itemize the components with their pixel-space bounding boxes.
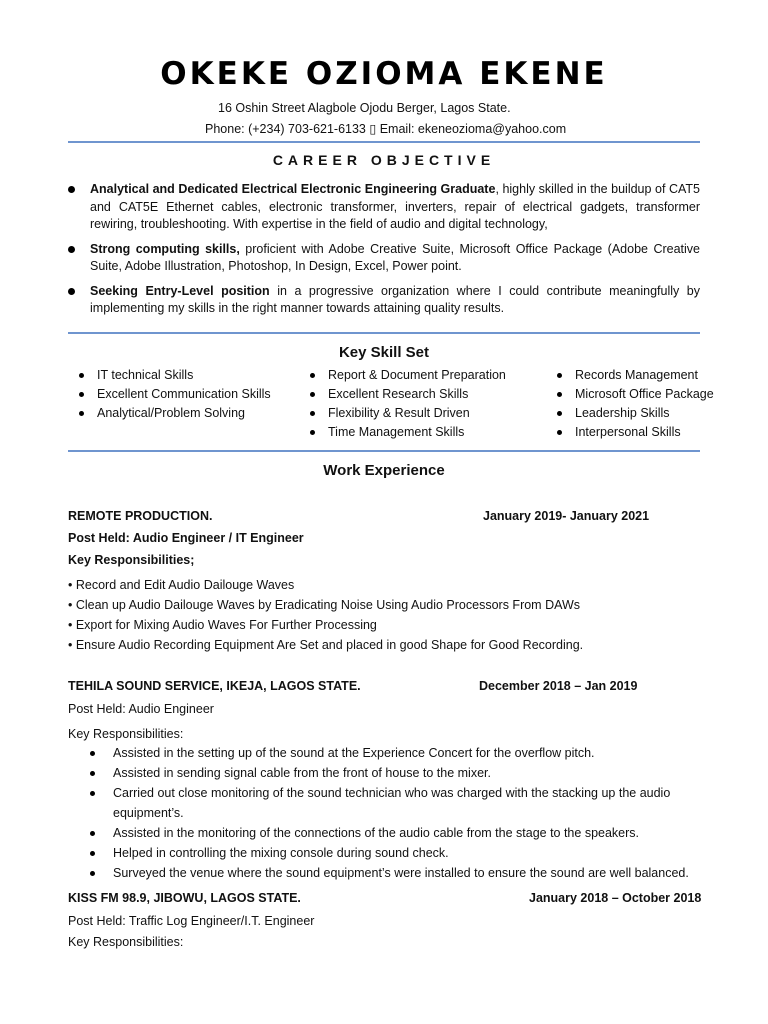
bullet-icon	[68, 288, 75, 295]
bullet-icon	[79, 392, 84, 397]
skill-label: Records Management	[575, 368, 698, 382]
job-dates: December 2018 – Jan 2019	[479, 679, 638, 693]
list-item: • Ensure Audio Recording Equipment Are Set and placed in good Shape for Good Recording.	[68, 638, 584, 652]
bullet-icon	[557, 411, 562, 416]
bullet-icon	[90, 771, 95, 776]
skill-label: IT technical Skills	[97, 368, 194, 382]
responsibilities-label: Key Responsibilities:	[68, 727, 184, 741]
bullet-icon	[557, 392, 562, 397]
job-dates: January 2018 – October 2018	[529, 891, 702, 905]
skill-item	[551, 366, 714, 385]
bullet-icon	[310, 430, 315, 435]
objective-lead: Seeking Entry-Level position	[90, 283, 270, 298]
job-company: TEHILA SOUND SERVICE, IKEJA, LAGOS STATE.	[68, 679, 361, 693]
item-text: Surveyed the venue where the sound equipment’s were installed to ensure the sound are well balanced.	[113, 865, 689, 880]
list-item	[68, 864, 708, 884]
skill-item	[551, 423, 714, 442]
job-post: Post Held: Audio Engineer	[68, 702, 214, 716]
job-company: REMOTE PRODUCTION.	[68, 509, 213, 523]
skills-column-1	[73, 366, 271, 423]
skill-label: Interpersonal Skills	[575, 425, 681, 439]
skill-item	[304, 423, 506, 442]
address: 16 Oshin Street Alagbole Ojodu Berger, Lagos State.	[218, 101, 511, 115]
responsibilities-label: Key Responsibilities:	[68, 935, 184, 949]
bullet-icon	[310, 411, 315, 416]
list-item: • Clean up Audio Dailouge Waves by Eradicating Noise Using Audio Processors From DAWs	[68, 598, 581, 612]
job2-responsibilities	[68, 744, 708, 884]
list-item	[68, 181, 700, 234]
skill-item	[551, 404, 714, 423]
list-item	[68, 784, 708, 823]
bullet-icon	[90, 751, 95, 756]
skill-label: Report & Document Preparation	[328, 368, 506, 382]
item-text: Assisted in sending signal cable from the front of house to the mixer.	[113, 766, 491, 780]
skill-item	[304, 404, 506, 423]
contact-line: Phone: (+234) 703-621-6133 ▯ Email: ekeneozioma@yahoo.com	[205, 122, 567, 136]
bullet-icon	[68, 246, 75, 253]
bullet-icon	[310, 373, 315, 378]
objective-lead: Analytical and Dedicated Electrical Electronic Engineering Graduate	[90, 182, 496, 196]
skill-label: Analytical/Problem Solving	[97, 406, 245, 420]
job1-responsibilities	[68, 575, 583, 655]
list-item: • Record and Edit Audio Dailouge Waves	[68, 578, 295, 592]
list-item	[68, 824, 708, 844]
skill-label: Microsoft Office Package	[575, 387, 714, 401]
skill-item	[73, 385, 271, 404]
bullet-icon	[79, 411, 84, 416]
objective-list	[68, 181, 700, 325]
bullet-icon	[557, 373, 562, 378]
skill-label: Flexibility & Result Driven	[328, 406, 470, 420]
skills-column-2	[304, 366, 506, 442]
bullet-icon	[90, 831, 95, 836]
candidate-name: OKEKE OZIOMA EKENE	[160, 56, 608, 92]
skill-item	[73, 404, 271, 423]
list-item	[68, 241, 700, 276]
skill-item	[304, 366, 506, 385]
skills-column-3	[551, 366, 714, 442]
objective-text: in a progressive organization where I could contribute meaningfully by implementing my skills in the right manner towards attaining quality results.	[90, 283, 700, 315]
bullet-icon	[90, 851, 95, 856]
skill-label: Leadership Skills	[575, 406, 670, 420]
item-text: Carried out close monitoring of the sound technician who was charged with the stacking up the audio equipment’s.	[113, 786, 671, 820]
job-dates: January 2019- January 2021	[483, 509, 650, 523]
skill-label: Time Management Skills	[328, 425, 465, 439]
list-item	[68, 744, 708, 764]
key-skills-title: Key Skill Set	[338, 344, 430, 361]
responsibilities-label: Key Responsibilities;	[68, 553, 195, 567]
objective-text: proficient with Adobe Creative Suite, Microsoft Office Package (Adobe Creative Suite, Adobe Illustration, Photoshop, In Design, Excel, Power point.	[90, 241, 701, 273]
career-objective-title: CAREER OBJECTIVE	[272, 152, 496, 168]
bullet-icon	[68, 186, 75, 193]
skill-label: Excellent Research Skills	[328, 387, 469, 401]
skill-label: Excellent Communication Skills	[97, 387, 271, 401]
bullet-icon	[79, 373, 84, 378]
divider	[68, 450, 700, 452]
job-post: Post Held: Traffic Log Engineer/I.T. Engineer	[68, 914, 315, 928]
job-company: KISS FM 98.9, JIBOWU, LAGOS STATE.	[68, 891, 301, 905]
job-post: Post Held: Audio Engineer / IT Engineer	[68, 531, 304, 545]
item-text: Assisted in the setting up of the sound at the Experience Concert for the overflow pitch.	[113, 746, 595, 760]
bullet-icon	[310, 392, 315, 397]
bullet-icon	[557, 430, 562, 435]
list-item	[68, 844, 708, 864]
list-item: • Export for Mixing Audio Waves For Further Processing	[68, 618, 377, 632]
skill-item	[73, 366, 271, 385]
skill-item	[551, 385, 714, 404]
objective-lead: Strong computing skills,	[90, 241, 240, 256]
item-text: Helped in controlling the mixing console during sound check.	[113, 845, 449, 860]
bullet-icon	[90, 791, 95, 796]
list-item	[68, 764, 708, 784]
divider	[68, 141, 700, 143]
divider	[68, 332, 700, 334]
list-item	[68, 283, 700, 318]
work-experience-title: Work Experience	[323, 462, 445, 479]
skill-item	[304, 385, 506, 404]
item-text: Assisted in the monitoring of the connections of the audio cable from the stage to the speakers.	[113, 825, 640, 840]
objective-text: , highly skilled in the buildup of CAT5 and CAT5E Ethernet cables, electronic transformer, inverters, repair of electrical gadgets, transformer rewiring, troubleshooting. With expertise in the field of audio and digital technology,	[90, 182, 700, 231]
bullet-icon	[90, 871, 95, 876]
